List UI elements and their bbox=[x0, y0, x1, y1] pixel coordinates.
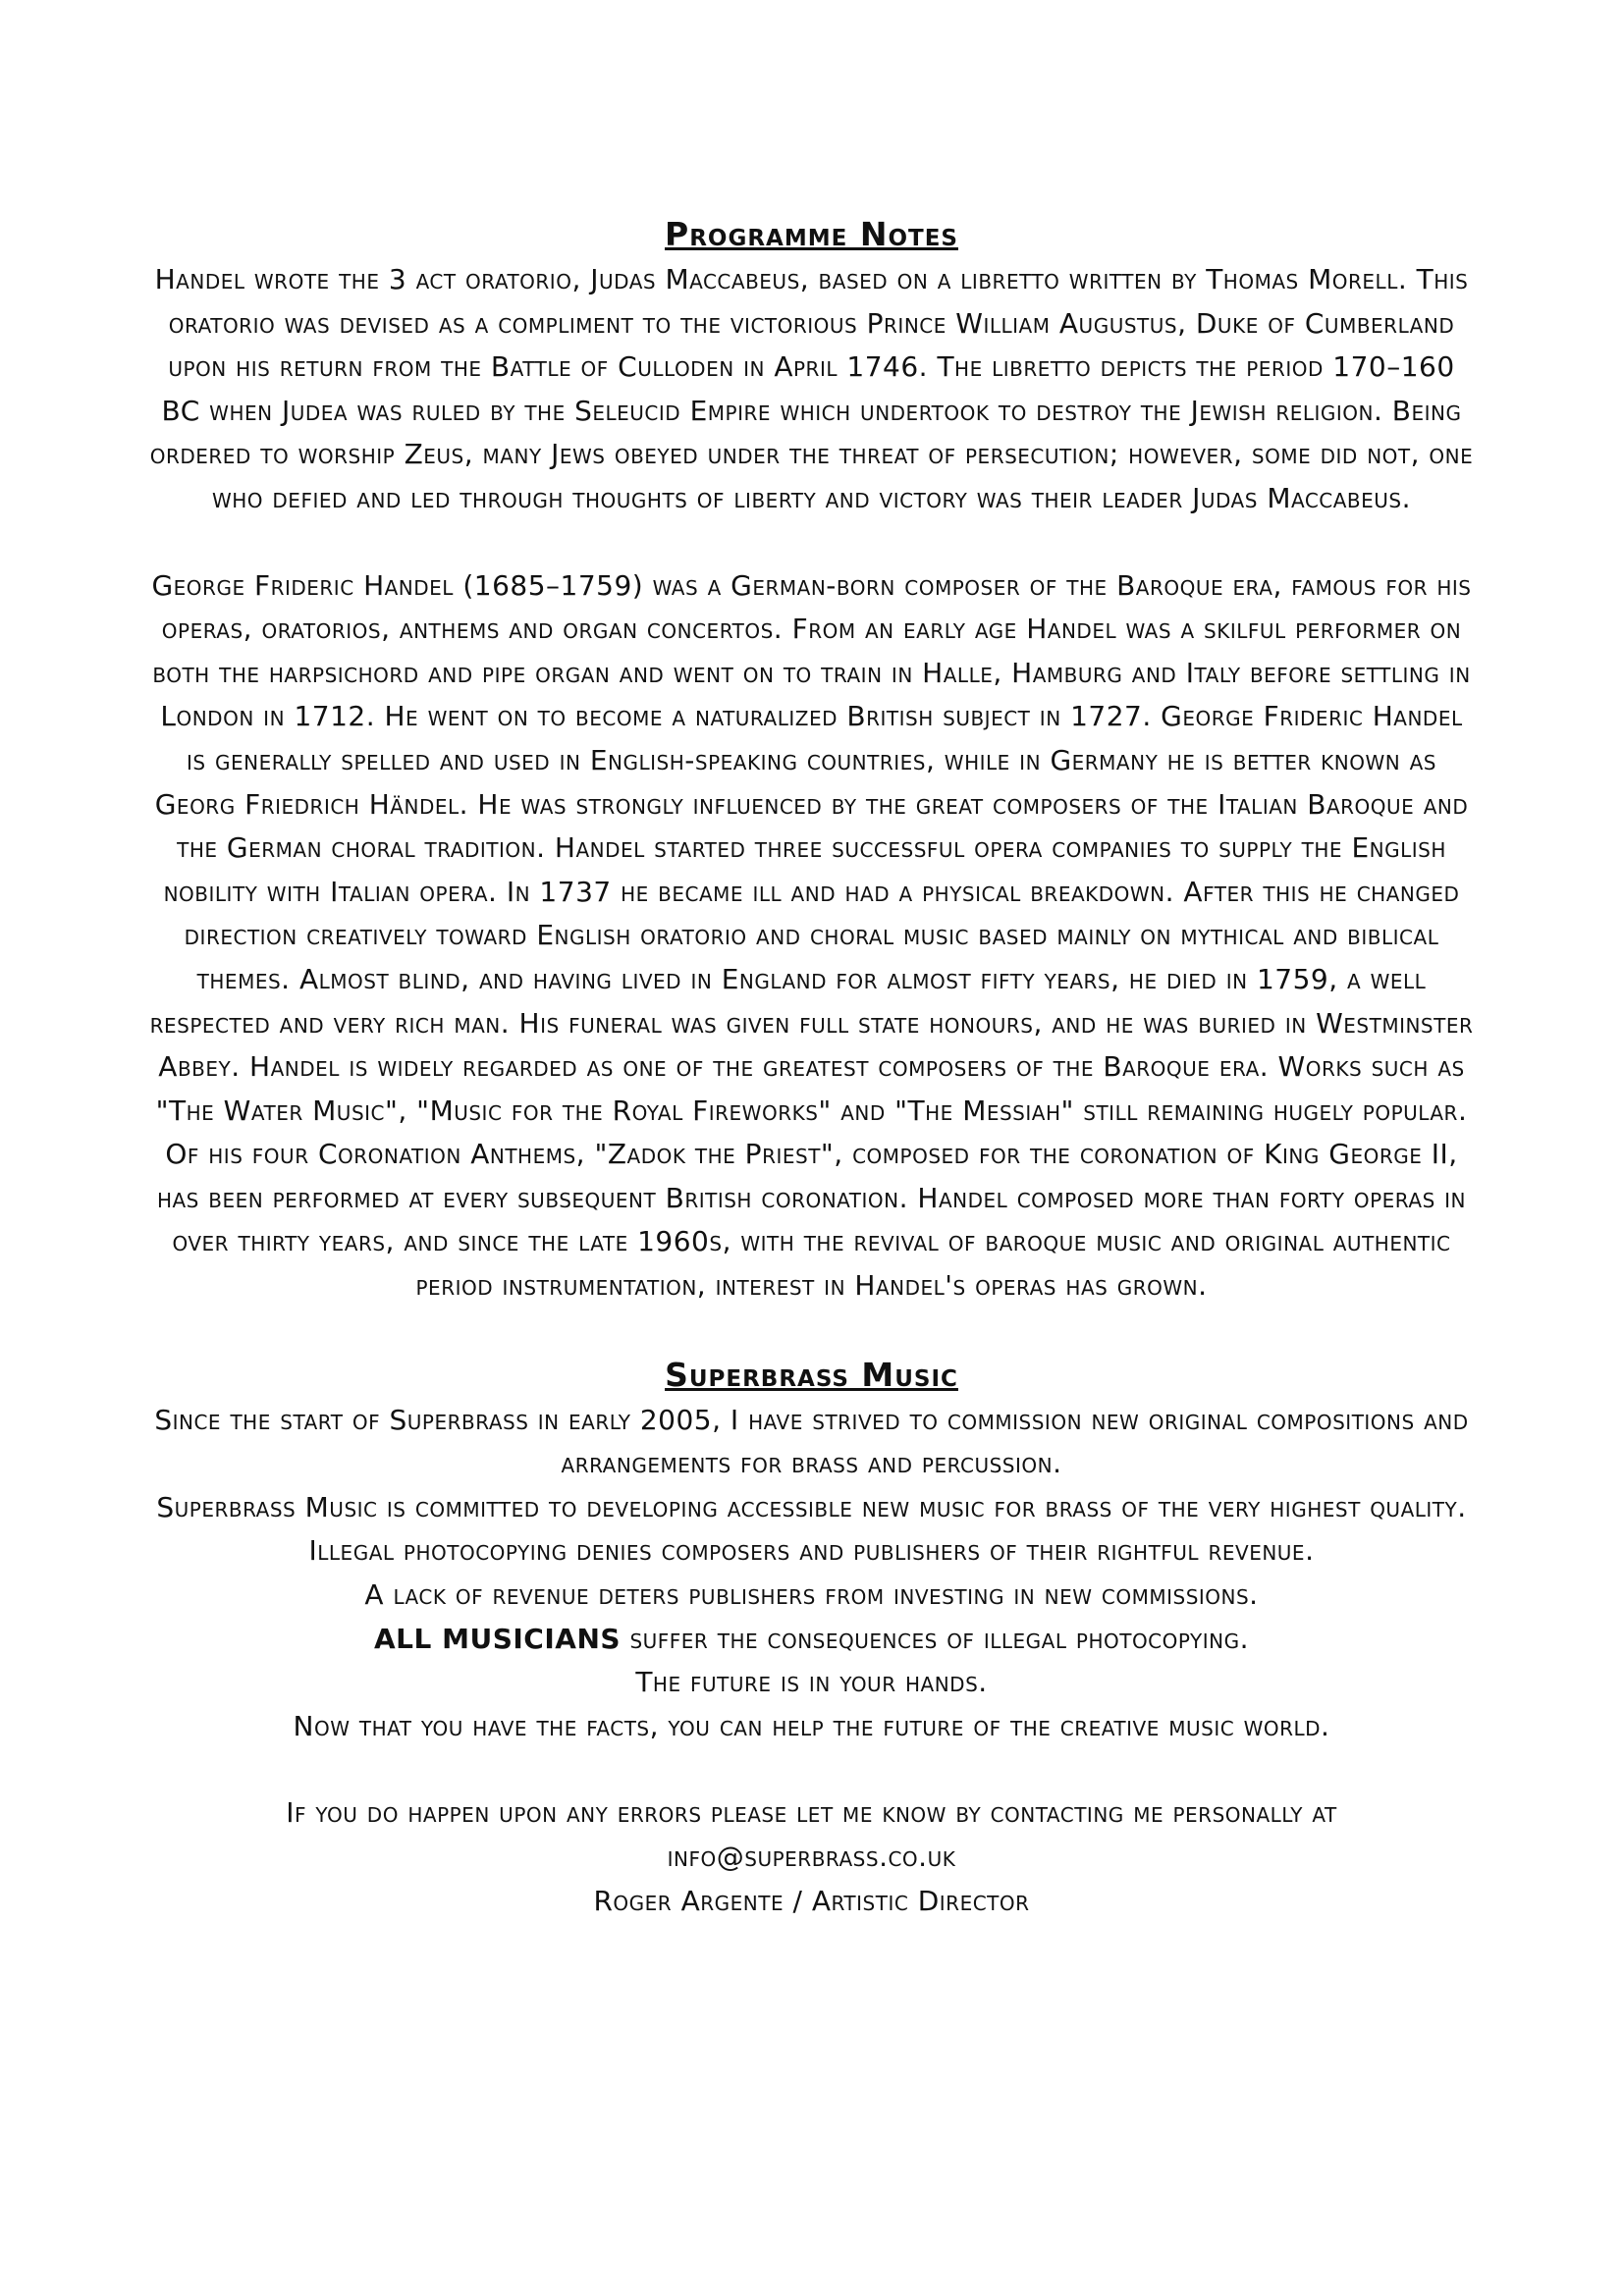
contact-email: info@superbrass.co.uk bbox=[667, 1841, 956, 1873]
paragraph-spacer bbox=[147, 521, 1476, 564]
superbrass-line-4: A lack of revenue deters publishers from investing in new commissions. bbox=[364, 1578, 1259, 1612]
superbrass-line-3: Illegal photocopying denies composers and publishers of their rightful revenue. bbox=[308, 1534, 1315, 1568]
section-spacer bbox=[147, 1308, 1476, 1352]
superbrass-line-7: Now that you have the facts, you can help the future of the creative music world. bbox=[293, 1709, 1330, 1742]
superbrass-music-heading: Superbrass Music bbox=[665, 1355, 958, 1394]
signature: Roger Argente / Artistic Director bbox=[593, 1884, 1030, 1917]
programme-notes-paragraph-1: Handel wrote the 3 act oratorio, Judas Maccabeus, based on a libretto written by Thomas Morell. This oratorio was devised as a compliment to the victorious Prince William Augustus, Duke of Cumberland upon his return from the Battle of Culloden in April 1746. The libretto depicts the period 170–160 BC when Judea was ruled by the Seleucid Empire which undertook to destroy the Jewish religion. Being ordered to worship Zeus, many Jews obeyed under the threat of persecution; however, some did not, one who defied and led through thoughts of liberty and victory was their leader Judas Maccabeus. bbox=[149, 263, 1474, 514]
programme-notes-heading: Programme Notes bbox=[665, 215, 958, 253]
contact-line: If you do happen upon any errors please let me know by contacting me personally at bbox=[286, 1796, 1337, 1830]
programme-notes-paragraph-2: George Frideric Handel (1685–1759) was a German-born composer of the Baroque era, famous for his operas, oratorios, anthems and organ concertos. From an early age Handel was a skilful performer on both the harpsichord and pipe organ and went on to train in Halle, Hamburg and Italy before settling in London in 1712. He went on to become a naturalized British subject in 1727. George Frideric Handel is generally spelled and used in English-speaking countries, while in Germany he is better known as Georg Friedrich Händel. He was strongly influenced by the great composers of the Italian Baroque and the German choral tradition. Handel started three successful opera companies to supply the English nobility with Italian opera. In 1737 he became ill and had a physical breakdown. After this he changed direction creatively toward English oratorio and choral music based mainly on mythical and biblical themes. Almost blind, and having lived in England for almost fifty years, he died in 1759, a well respected and very rich man. His funeral was given full state honours, and he was buried in Westminster Abbey. Handel is widely regarded as one of the greatest composers of the Baroque era. Works such as "The Water Music", "Music for the Royal Fireworks" and "The Messiah" still remaining hugely popular. Of his four Coronation Anthems, "Zadok the Priest", composed for the coronation of King George II, has been performed at every subsequent British coronation. Handel composed more than forty operas in over thirty years, and since the late 1960s, with the revival of baroque music and original authentic period instrumentation, interest in Handel's operas has grown. bbox=[149, 568, 1474, 1303]
superbrass-line-5-text: suffer the consequences of illegal photocopying. bbox=[621, 1622, 1249, 1655]
all-musicians-emphasis: ALL MUSICIANS bbox=[374, 1622, 622, 1655]
superbrass-line-1: Since the start of Superbrass in early 2005, I have strived to commission new original compositions and arrangements for brass and percussion. bbox=[154, 1403, 1469, 1480]
superbrass-line-2: Superbrass Music is committed to developing accessible new music for brass of the very highest quality. bbox=[156, 1490, 1467, 1523]
superbrass-line-6: The future is in your hands. bbox=[635, 1666, 988, 1699]
document-page bbox=[147, 211, 1476, 1923]
superbrass-line-5 bbox=[147, 1618, 1476, 1662]
section-spacer bbox=[147, 1748, 1476, 1791]
